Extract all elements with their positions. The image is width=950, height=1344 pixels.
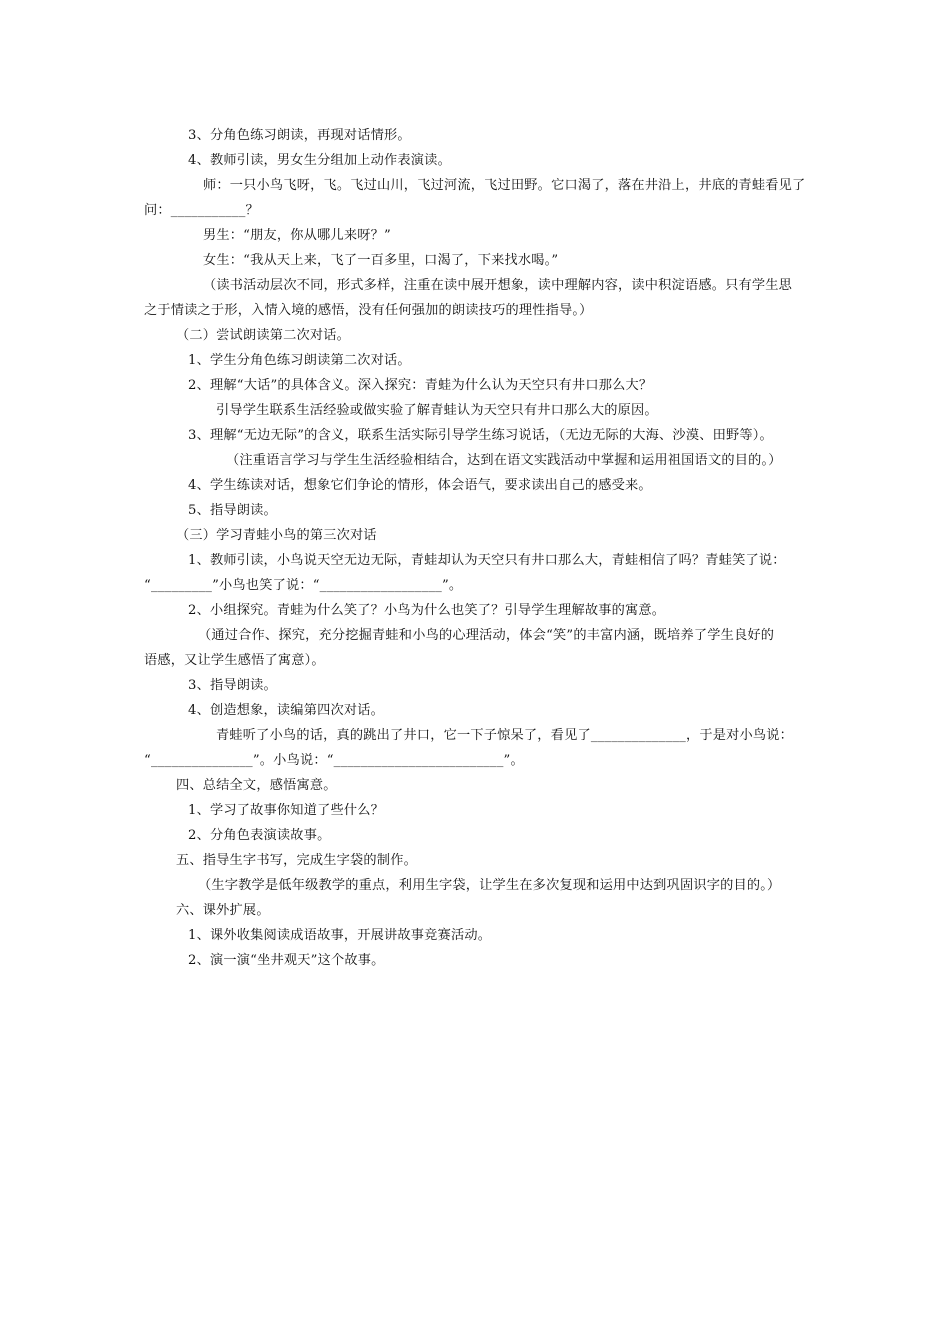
text-line: 青蛙听了小鸟的话，真的跳出了井口，它一下子惊呆了，看见了______________，于是对小鸟说： (216, 728, 794, 743)
text-line: 4、教师引读，男女生分组加上动作表演读。 (188, 153, 451, 168)
section-heading: （二）尝试朗读第二次对话。 (176, 328, 351, 343)
section-heading: 五、指导生字书写，完成生字袋的制作。 (176, 853, 417, 868)
text-line: （注重语言学习与学生生活经验相结合，达到在语文实践活动中掌握和运用祖国语文的目的。） (226, 453, 782, 468)
text-line: 语感，又让学生感悟了寓意）。 (144, 653, 325, 668)
text-line: “_________”小鸟也笑了说：“__________________”。 (144, 578, 463, 593)
text-line: 4、学生练读对话，想象它们争论的情形，体会语气，要求读出自己的感受来。 (188, 478, 652, 493)
text-line: 2、小组探究。青蛙为什么笑了？小鸟为什么也笑了？引导学生理解故事的寓意。 (188, 603, 666, 618)
text-line: 女生：“我从天上来，飞了一百多里，口渴了，下来找水喝。” (203, 253, 559, 268)
text-line: （通过合作、探究，充分挖掘青蛙和小鸟的心理活动，体会“笑”的丰富内涵，既培养了学生良好的 (198, 628, 775, 643)
text-line: “_______________”。小鸟说：“_________________________”。 (144, 753, 524, 768)
text-line: 2、演一演“坐井观天”这个故事。 (188, 953, 385, 968)
text-line: 3、分角色练习朗读，再现对话情形。 (188, 128, 411, 143)
text-line: 3、理解“无边无际”的含义，联系生活实际引导学生练习说话，（无边无际的大海、沙漠、田野等）。 (188, 428, 773, 443)
text-line: 3、指导朗读。 (188, 678, 277, 693)
text-line: 之于情读之于形，入情入境的感悟，没有任何强加的朗读技巧的理性指导。） (144, 303, 593, 318)
text-line: 师：一只小鸟飞呀，飞。飞过山川，飞过河流，飞过田野。它口渴了，落在井沿上，井底的青蛙看见了 (203, 178, 806, 193)
section-heading: 六、课外扩展。 (176, 903, 270, 918)
text-line: 2、理解“大话”的具体含义。深入探究：青蛙为什么认为天空只有井口那么大？ (188, 378, 653, 393)
text-line: 1、学习了故事你知道了些什么？ (188, 803, 385, 818)
text-line: 1、学生分角色练习朗读第二次对话。 (188, 353, 411, 368)
text-line: （读书活动层次不同，形式多样，注重在读中展开想象，读中理解内容，读中积淀语感。只有学生思 (203, 278, 793, 293)
text-line: 1、课外收集阅读成语故事，开展讲故事竞赛活动。 (188, 928, 492, 943)
section-heading: 四、总结全文，感悟寓意。 (176, 778, 337, 793)
text-line: 问：___________？ (144, 203, 259, 218)
text-line: 男生：“朋友，你从哪儿来呀？” (203, 228, 391, 243)
text-line: 1、教师引读，小鸟说天空无边无际，青蛙却认为天空只有井口那么大，青蛙相信了吗？青蛙笑了说： (188, 553, 786, 568)
text-line: 5、指导朗读。 (188, 503, 277, 518)
text-line: 2、分角色表演读故事。 (188, 828, 331, 843)
text-line: 引导学生联系生活经验或做实验了解青蛙认为天空只有井口那么大的原因。 (216, 403, 658, 418)
section-heading: （三）学习青蛙小鸟的第三次对话 (176, 528, 377, 543)
text-line: （生字教学是低年级教学的重点，利用生字袋，让学生在多次复现和运用中达到巩固识字的目的。） (198, 878, 781, 893)
text-line: 4、创造想象，读编第四次对话。 (188, 703, 385, 718)
